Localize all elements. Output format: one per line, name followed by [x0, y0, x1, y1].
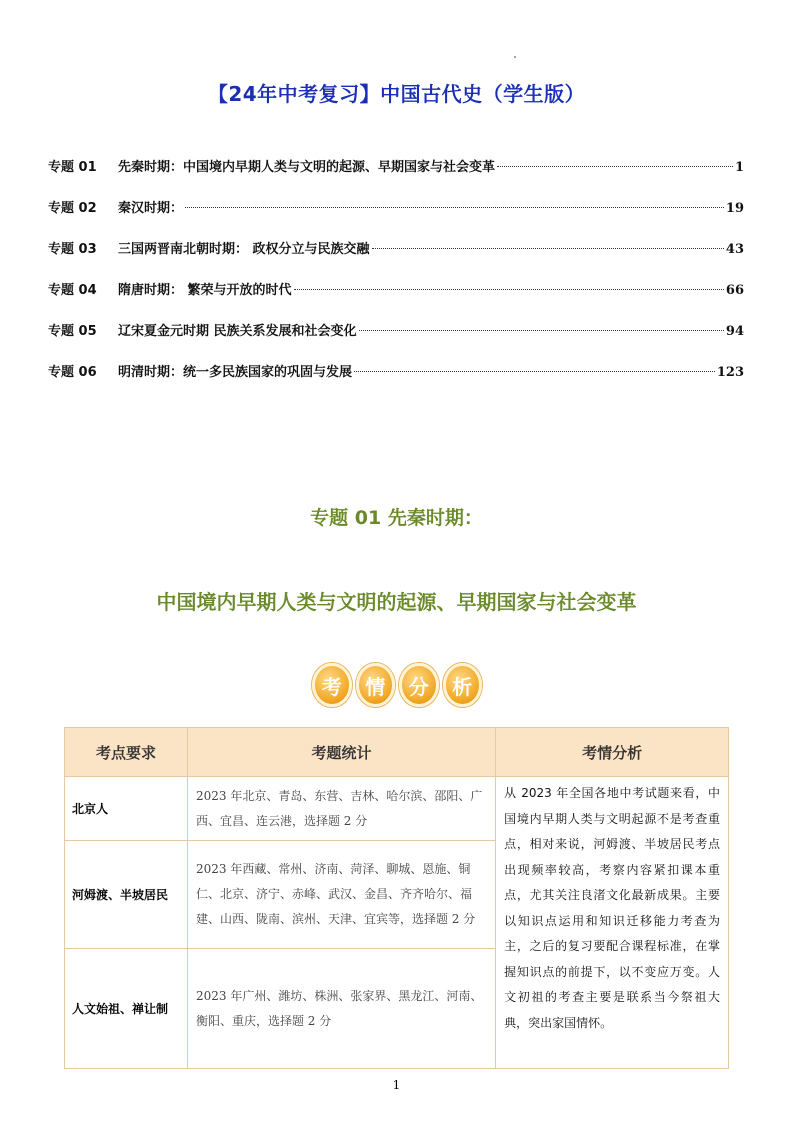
toc-page: 19	[725, 201, 744, 216]
table-row	[65, 777, 729, 841]
toc-number: 专题 01	[48, 160, 97, 175]
dot-mark	[514, 56, 516, 58]
toc-entry[interactable]	[48, 279, 744, 320]
exam-stats-cell: 2023 年广州、潍坊、株洲、张家界、黑龙江、河南、衡阳、重庆，选择题 2 分	[187, 949, 495, 1069]
toc-page: 94	[725, 324, 744, 339]
toc-page: 43	[725, 242, 744, 257]
exam-point-cell: 河姆渡、半坡居民	[65, 841, 188, 949]
header-exam-stats: 考题统计	[187, 728, 495, 777]
table-header-row	[65, 728, 729, 777]
toc-leader	[294, 289, 724, 290]
section-title-line2: 中国境内早期人类与文明的起源、早期国家与社会变革	[156, 590, 637, 614]
toc-number: 专题 04	[48, 283, 97, 298]
toc-entry[interactable]	[48, 197, 744, 238]
toc-title: 辽宋夏金元时期 民族关系发展和社会变化	[118, 324, 357, 339]
header-exam-analysis: 考情分析	[496, 728, 729, 777]
toc-entry[interactable]	[48, 361, 744, 402]
toc-leader	[185, 207, 724, 208]
badge-char: 情	[356, 663, 396, 707]
exam-point-cell: 北京人	[65, 777, 188, 841]
badge-char: 考	[312, 663, 352, 707]
toc-number: 专题 03	[48, 242, 97, 257]
exam-stats-cell: 2023 年北京、青岛、东营、吉林、哈尔滨、邵阳、广西、宜昌、连云港，选择题 2 分	[187, 777, 495, 841]
exam-analysis-cell: 从 2023 年全国各地中考试题来看，中国境内早期人类与文明起源不是考查重点，相对来说，河姆渡、半坡居民考点出现频率较高，考察内容紧扣课本重点，尤其关注良渚文化最新成果。主要以知识点运用和知识迁移能力考查为主，之后的复习要配合课程标准，在掌握知识点的前提下，以不变应万变。人文初祖的考查主要是联系当今祭祖大典，突出家国情怀。	[496, 777, 729, 1069]
toc-leader	[359, 330, 724, 331]
header-exam-point: 考点要求	[65, 728, 188, 777]
section-title-line1: 专题 01 先秦时期：	[310, 507, 483, 529]
toc-number: 专题 02	[48, 201, 97, 216]
toc-title: 明清时期：统一多民族国家的巩固与发展	[118, 365, 353, 380]
exam-analysis-table	[64, 727, 729, 1069]
toc-entry[interactable]	[48, 320, 744, 361]
toc-entry[interactable]	[48, 156, 744, 197]
toc-number: 专题 05	[48, 324, 97, 339]
toc-page: 66	[725, 283, 744, 298]
badge-char: 分	[399, 663, 439, 707]
toc-leader	[354, 371, 715, 372]
toc-page: 123	[716, 365, 744, 380]
toc-entry[interactable]	[48, 238, 744, 279]
exam-point-cell: 人文始祖、禅让制	[65, 949, 188, 1069]
table-of-contents	[48, 156, 744, 402]
exam-analysis-badge	[312, 658, 482, 710]
toc-title: 秦汉时期：	[118, 201, 184, 216]
exam-stats-cell: 2023 年西藏、常州、济南、菏泽、聊城、恩施、铜仁、北京、济宁、赤峰、武汉、金昌、齐齐哈尔、福建、山西、陇南、滨州、天津、宜宾等，选择题 2 分	[187, 841, 495, 949]
toc-title: 三国两晋南北朝时期： 政权分立与民族交融	[118, 242, 370, 257]
toc-page: 1	[734, 160, 744, 175]
toc-number: 专题 06	[48, 365, 97, 380]
badge-char: 析	[443, 663, 483, 707]
toc-title: 隋唐时期： 繁荣与开放的时代	[118, 283, 292, 298]
toc-leader	[497, 166, 733, 167]
document-title: 【24年中考复习】中国古代史（学生版）	[207, 82, 586, 106]
toc-title: 先秦时期：中国境内早期人类与文明的起源、早期国家与社会变革	[118, 160, 496, 175]
page-number: 1	[392, 1078, 401, 1092]
toc-leader	[372, 248, 724, 249]
